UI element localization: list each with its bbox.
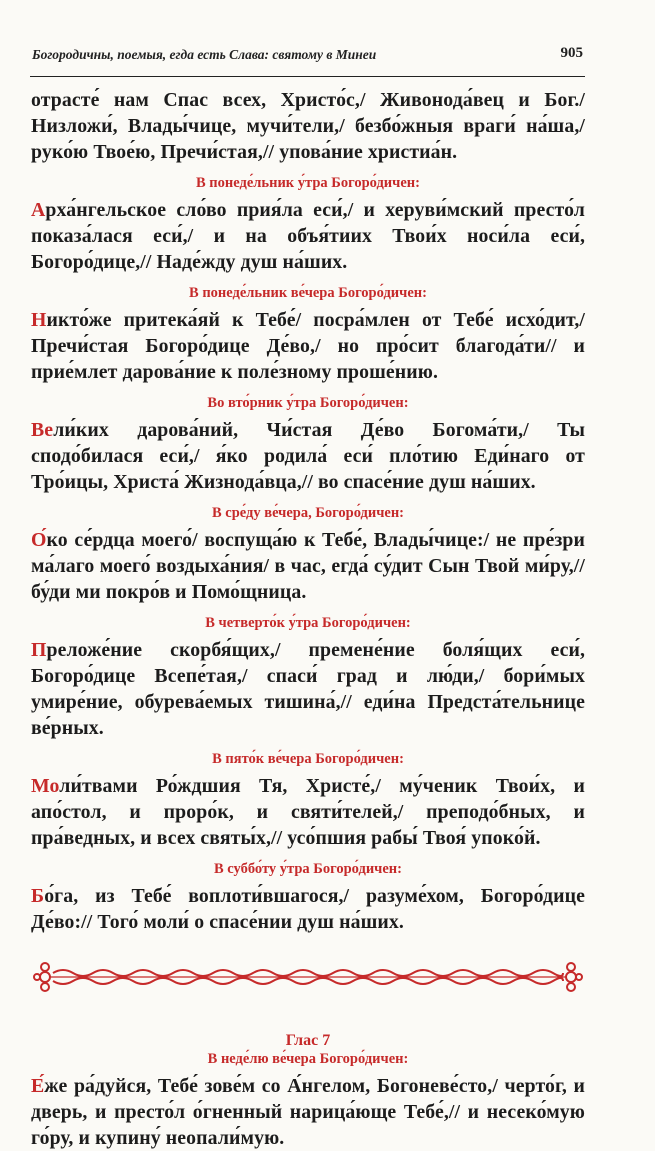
section-text [31,527,585,605]
section-title: В четверто́к у́тра Богоро́дичен: [205,615,411,631]
drop-initial: О́ [31,529,47,551]
page-body [31,87,585,1151]
section-tuesday-morning [31,393,585,495]
drop-initial: Е́ [31,1075,45,1097]
section-text [31,417,585,495]
section-text [31,773,585,851]
section-body-text: реложе́ние скорбя́щих,/ премене́ние боля́щих еси́, Богоро́дице Всепе́тая,/ спаси́ град и лю́ди,/ бори́мых умире́ние, обурева́емых тишина́,// еди́на Предста́тельнице ве́рных. [31,639,585,739]
section-text [31,883,585,935]
glas-heading: Глас 7 [285,1032,331,1049]
drop-initial: Ве [31,419,54,441]
section-body-text: ко се́рдца моего́/ воспуща́ю к Тебе́, Влады́чице:/ не пре́зри ма́лаго моего́ воздыха́ния/ в час, егда́ су́дит Сын Твой ми́ру,// бу́ди ми покро́в и Помо́щница. [31,529,585,603]
drop-initial: П [31,639,47,661]
drop-initial: Б [31,885,45,907]
section-body-text: о́га, из Тебе́ воплоти́вшагося,/ разуме́хом, Богоро́дице Де́во:// Того́ моли́ о спасе́нии душ на́ших. [31,885,585,933]
drop-initial: А [31,199,46,221]
intro-paragraph: отрасте́ нам Спас всех, Христо́с,/ Живонода́вец и Бог./ Низложи́, Влады́чице, мучи́тели,/ безбо́жныя враги́ на́ша,/ руко́ю Твое́ю, Пречи́стая,// упова́ние христиа́н. [31,89,585,163]
section-title: Во вто́рник у́тра Богоро́дичен: [207,395,409,411]
section-text [31,197,585,275]
section-title: В неде́лю ве́чера Богоро́дичен: [207,1051,409,1067]
drop-initial: Н [31,309,47,331]
section-body-text: ли́твами Ро́ждшия Тя, Христе́,/ му́ченик Твои́х, и апо́стол, и проро́к, и святи́телей,/ преподо́бных, и пра́ведных, и всех святы́х,// усо́пшия рабы́ Твоя́ упоко́й. [31,775,585,849]
ornament-icon [33,957,583,997]
page-number: 905 [560,45,583,61]
header-title: Богородичны, поемыя, егда есть Слава: святому в Минеи [32,47,377,62]
section-glas-7 [31,1031,585,1151]
section-body-text: же ра́дуйся, Тебе́ зове́м со А́нгелом, Богоневе́сто,/ черто́г, и дверь, и престо́л о́гненный нарица́юще Тебе́,// и несеко́мую го́ру, и купину́ неопали́мую. [31,1075,585,1149]
section-monday-morning [31,173,585,275]
section-title: В понеде́льник у́тра Богоро́дичен: [196,175,420,191]
section-text [31,1073,585,1151]
section-monday-evening [31,283,585,385]
section-thursday-morning [31,613,585,741]
section-saturday-morning [31,859,585,935]
drop-initial: Мо [31,775,60,797]
section-title: В суббо́ту у́тра Богоро́дичен: [214,861,402,877]
section-body-text: рха́нгельское сло́во прия́ла еси́,/ и херуви́мский престо́л показа́лася еси́,/ и на объя́тиих Твои́х носи́ла еси́, Богоро́дице,// Наде́жду душ на́ших. [31,199,585,273]
section-title: В сре́ду ве́чера, Богоро́дичен: [211,505,405,521]
section-body-text: ли́ких дарова́ний, Чи́стая Де́во Богома́ти,/ Ты сподо́билася еси́,/ я́ко родила́ еси́ пло́тию Еди́наго от Тро́ицы, Христа́ Жизнода́вца,// во спасе́ние душ на́ших. [31,419,585,493]
section-text [31,307,585,385]
section-wednesday-evening [31,503,585,605]
section-text [31,637,585,741]
decorative-ornament [33,957,583,997]
section-title: В понеде́льник ве́чера Богоро́дичен: [189,285,427,301]
section-body-text: икто́же притека́яй к Тебе́/ посра́млен от Тебе́ исхо́дит,/ Пречи́стая Богоро́дице Де́во,/ но про́сит благода́ти// и прие́млет дарова́ние к поле́зному проше́нию. [31,309,585,383]
section-friday-evening [31,749,585,851]
section-title: В пято́к ве́чера Богоро́дичен: [212,751,404,767]
running-header [30,40,585,77]
